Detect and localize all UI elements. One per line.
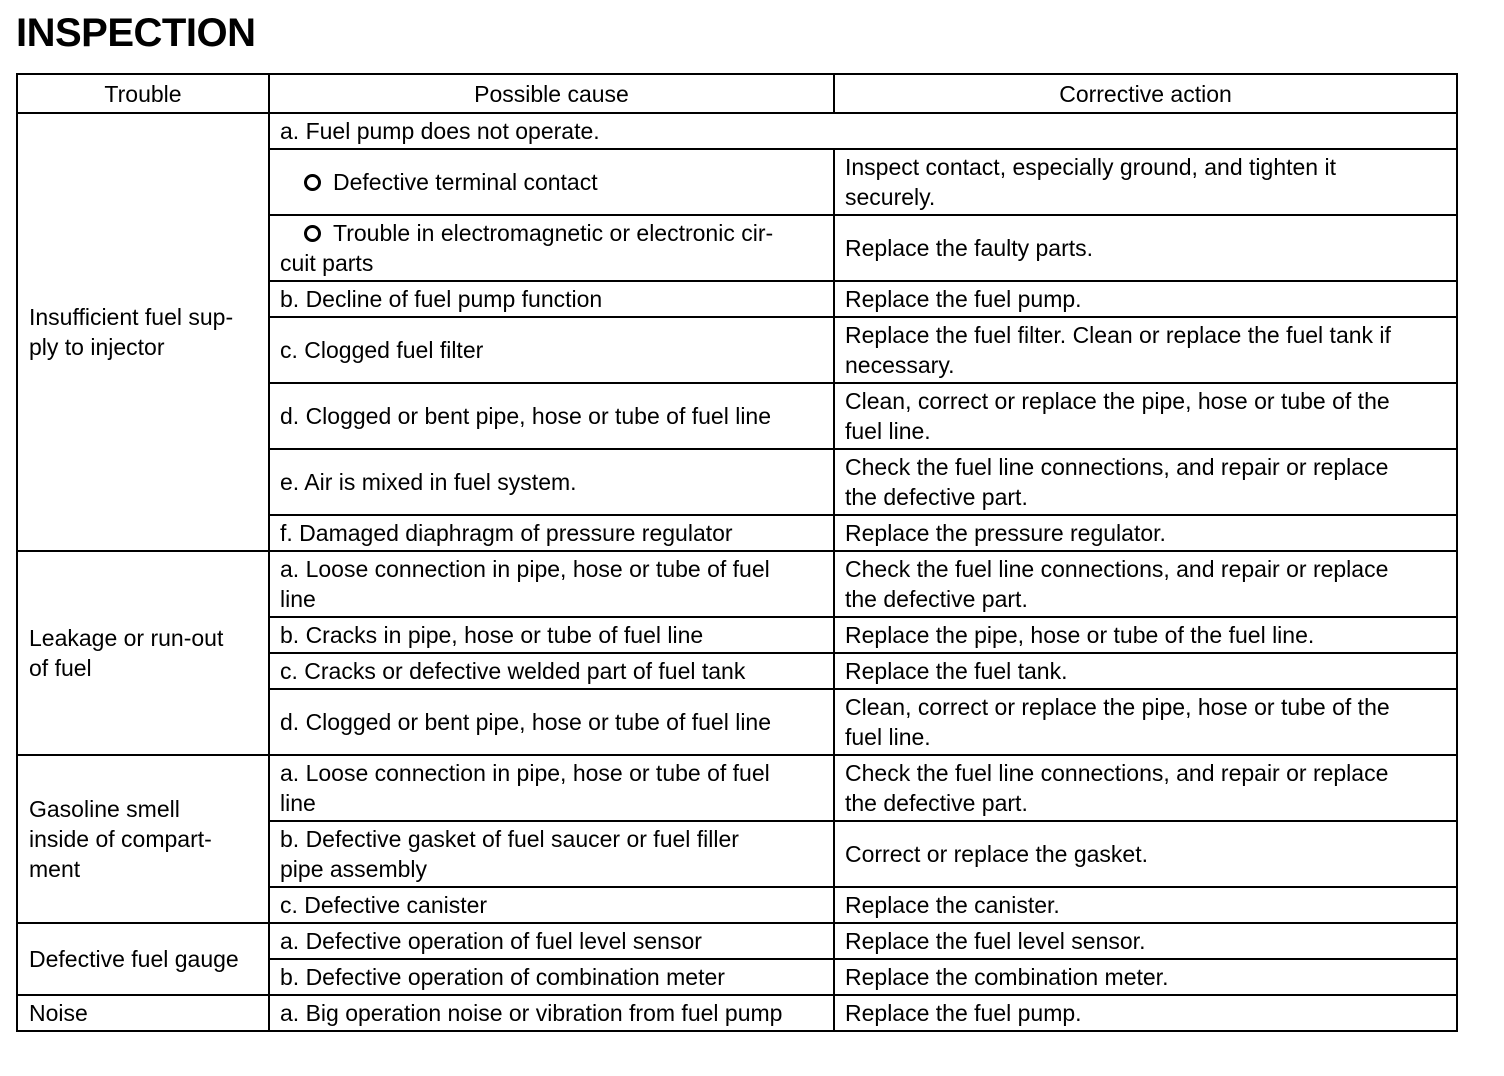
cause-cell: d. Clogged or bent pipe, hose or tube of fuel line: [269, 689, 834, 755]
action-cell: Clean, correct or replace the pipe, hose or tube of the fuel line.: [834, 689, 1457, 755]
action-cell: Clean, correct or replace the pipe, hose or tube of the fuel line.: [834, 383, 1457, 449]
inspection-table: [16, 73, 1458, 1032]
cause-cell: b. Defective gasket of fuel saucer or fuel filler pipe assembly: [269, 821, 834, 887]
circle-bullet-icon: [304, 174, 321, 191]
cause-cell: Trouble in electromagnetic or electronic cir- cuit parts: [269, 215, 834, 281]
cause-cell: b. Decline of fuel pump function: [269, 281, 834, 317]
cause-cell: a. Fuel pump does not operate.: [269, 113, 1457, 149]
action-cell: Replace the fuel pump.: [834, 995, 1457, 1031]
cause-cell: e. Air is mixed in fuel system.: [269, 449, 834, 515]
action-cell: Replace the fuel pump.: [834, 281, 1457, 317]
table-row: [17, 113, 1457, 149]
action-cell: Check the fuel line connections, and repair or replace the defective part.: [834, 449, 1457, 515]
table-row: [17, 995, 1457, 1031]
table-header-row: [17, 74, 1457, 113]
header-corrective-action: Corrective action: [834, 74, 1457, 113]
header-trouble: Trouble: [17, 74, 269, 113]
action-cell: Correct or replace the gasket.: [834, 821, 1457, 887]
action-cell: Replace the faulty parts.: [834, 215, 1457, 281]
table-row: [17, 923, 1457, 959]
action-cell: Replace the fuel filter. Clean or replace the fuel tank if necessary.: [834, 317, 1457, 383]
action-cell: Replace the combination meter.: [834, 959, 1457, 995]
cause-cell: c. Defective canister: [269, 887, 834, 923]
cause-cell: a. Big operation noise or vibration from fuel pump: [269, 995, 834, 1031]
action-cell: Inspect contact, especially ground, and tighten it securely.: [834, 149, 1457, 215]
trouble-cell: Defective fuel gauge: [17, 923, 269, 995]
action-cell: Replace the fuel tank.: [834, 653, 1457, 689]
cause-cell: a. Defective operation of fuel level sensor: [269, 923, 834, 959]
table-row: [17, 755, 1457, 821]
cause-cell: a. Loose connection in pipe, hose or tube of fuel line: [269, 551, 834, 617]
cause-cell: b. Cracks in pipe, hose or tube of fuel line: [269, 617, 834, 653]
header-possible-cause: Possible cause: [269, 74, 834, 113]
trouble-cell: Insufficient fuel sup- ply to injector: [17, 113, 269, 551]
cause-cell: d. Clogged or bent pipe, hose or tube of fuel line: [269, 383, 834, 449]
circle-bullet-icon: [304, 225, 321, 242]
trouble-cell: Gasoline smell inside of compart- ment: [17, 755, 269, 923]
cause-cell: a. Loose connection in pipe, hose or tube of fuel line: [269, 755, 834, 821]
cause-cell: f. Damaged diaphragm of pressure regulator: [269, 515, 834, 551]
action-cell: Replace the fuel level sensor.: [834, 923, 1457, 959]
page-title: INSPECTION: [16, 11, 256, 55]
table-row: [17, 551, 1457, 617]
action-cell: Check the fuel line connections, and repair or replace the defective part.: [834, 755, 1457, 821]
cause-cell: c. Clogged fuel filter: [269, 317, 834, 383]
action-cell: Replace the pressure regulator.: [834, 515, 1457, 551]
action-cell: Check the fuel line connections, and repair or replace the defective part.: [834, 551, 1457, 617]
table-body: [17, 113, 1457, 1031]
cause-cell: c. Cracks or defective welded part of fuel tank: [269, 653, 834, 689]
cause-cell: Defective terminal contact: [269, 149, 834, 215]
action-cell: Replace the canister.: [834, 887, 1457, 923]
action-cell: Replace the pipe, hose or tube of the fuel line.: [834, 617, 1457, 653]
cause-cell: b. Defective operation of combination meter: [269, 959, 834, 995]
trouble-cell: Leakage or run-out of fuel: [17, 551, 269, 755]
trouble-cell: Noise: [17, 995, 269, 1031]
